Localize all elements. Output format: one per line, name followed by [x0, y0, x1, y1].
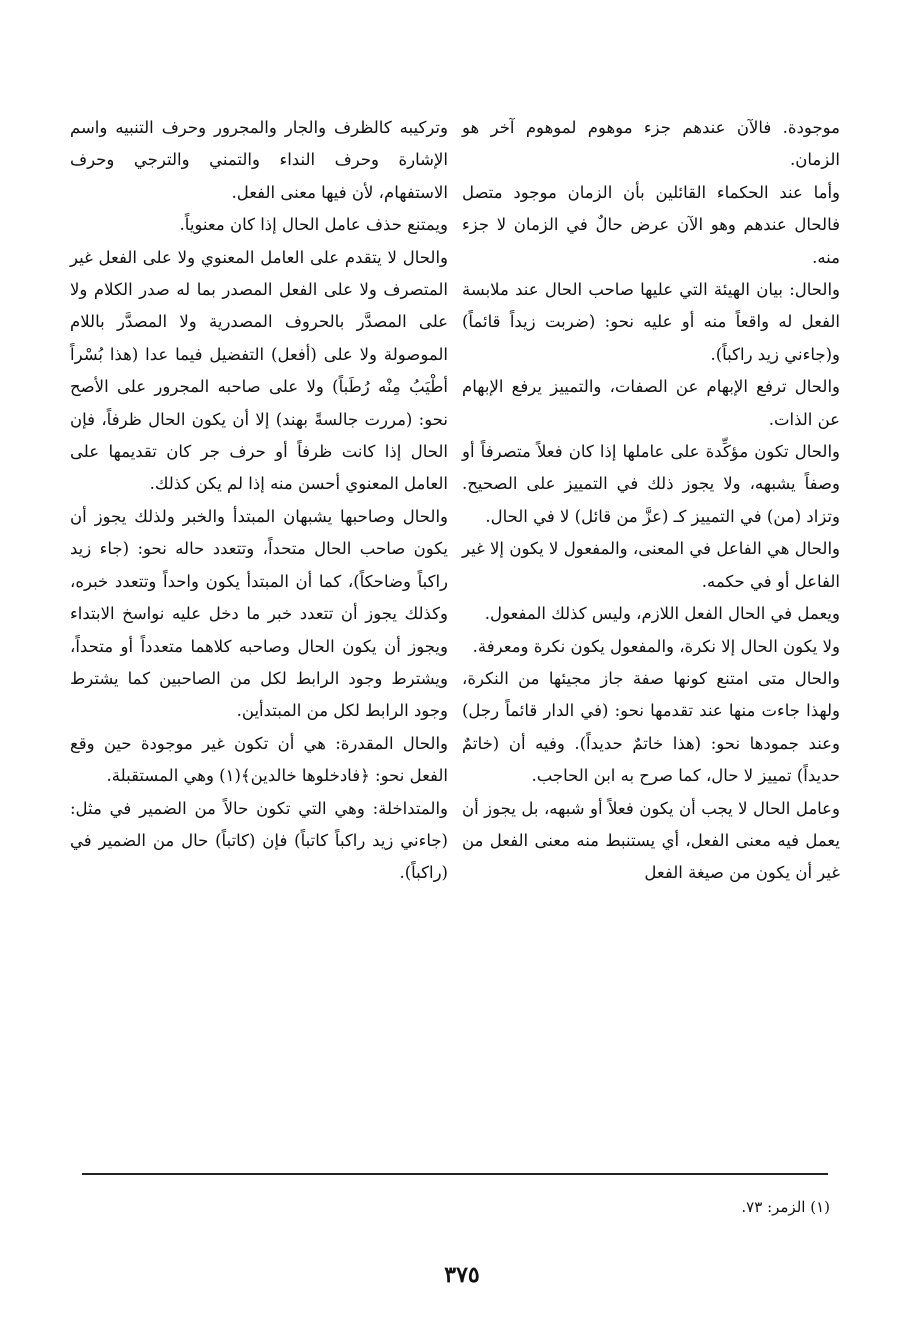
paragraph: والحال المقدرة: هي أن تكون غير موجودة حين وقع الفعل نحو: ﴿فادخلوها خالدين﴾(١) وهي المستقبلة. — [70, 733, 448, 786]
footnote-divider — [82, 1173, 828, 1175]
paragraph: والحال ترفع الإبهام عن الصفات، والتمييز يرفع الإبهام عن الذات. — [462, 377, 840, 429]
paragraph: وتركيبه كالظرف والجار والمجرور وحرف التنبيه واسم الإشارة وحرف النداء والتمني والترجي وحرف الاستفهام، لأن فيها معنى الفعل. — [70, 118, 448, 202]
paragraph: موجودة. فالآن عندهم جزء موهوم لموهوم آخر هو الزمان. — [462, 118, 841, 170]
paragraph: ويمتنع حذف عامل الحال إذا كان معنوياً. — [179, 215, 448, 235]
paragraph: والحال: بيان الهيئة التي عليها صاحب الحال عند ملابسة الفعل له واقعاً منه أو عليه نحو: (ضربت زيداً قائماً) و(جاءني زيد راكباً). — [462, 280, 840, 364]
paragraph: والحال لا يتقدم على العامل المعنوي ولا على الفعل غير المتصرف ولا على الفعل المصدر بما له صدر الكلام ولا على المصدَّر بالحروف المصدرية ولا المصدَّر باللام الموصولة ولا على (أفعل) التفضيل فيما عدا (هذا بُسْراً أطْيَبُ مِنْه رُطَباً) ولا على صاحبه المجرور على الأصح نحو: (مررت جالسةً بهند) إلا أن يكون الحال ظرفاً، فإن الحال إذا كانت ظرفاً أو حرف جر كان تقديمها على العامل المعنوي أحسن منه إذا لم يكن كذلك. — [70, 247, 448, 494]
right-column — [462, 112, 840, 890]
paragraph: والحال متى امتنع كونها صفة جاز مجيئها من النكرة، ولهذا جاءت منها عند تقدمها نحو: (في الدار قائماً رجل) وعند جمودها نحو: (هذا خاتمٌ حديداً). وفيه أن (خاتمٌ حديداً) تمييز لا حال، كما صرح به ابن الحاجب. — [462, 668, 840, 786]
page-number: ٣٧٥ — [444, 1262, 480, 1288]
paragraph: ويعمل في الحال الفعل اللازم، وليس كذلك المفعول. — [484, 604, 840, 624]
footnote: (١) الزمر: ٧٣. — [741, 1198, 830, 1216]
paragraph: والحال تكون مؤكِّدة على عاملها إذا كان فعلاً متصرفاً أو وصفاً يشبهه، ولا يجوز ذلك في التمييز على الصحيح. وتزاد (من) في التمييز كـ (عزَّ من قائل) لا في الحال. — [462, 442, 840, 526]
left-column — [70, 112, 448, 890]
paragraph: والحال وصاحبها يشبهان المبتدأ والخبر ولذلك يجوز أن يكون صاحب الحال متحداً، وتتعدد حاله نحو: (جاء زيد راكباً وضاحكاً)، كما أن المبتدأ يكون واحداً وتتعدد خبره، وكذلك يجوز أن تتعدد خبر ما دخل عليه نواسخ الابتداء ويجوز أن يكون الحال وصاحبه كلاهما متعدداً أو متحداً، ويشترط وجود الرابط لكل من الصاحبين كما يشترط وجود الرابط لكل من المبتدأين. — [70, 506, 448, 721]
paragraph: والمتداخلة: وهي التي تكون حالاً من الضمير في مثل: (جاءني زيد راكباً كاتباً) فإن (كاتباً) حال من الضمير في (راكباً). — [70, 798, 448, 883]
paragraph: ولا يكون الحال إلا نكرة، والمفعول يكون نكرة ومعرفة. — [472, 636, 840, 656]
paragraph: وعامل الحال لا يجب أن يكون فعلاً أو شبهه، بل يجوز أن يعمل فيه معنى الفعل، أي يستنبط منه معنى الفعل من غير أن يكون من صيغة الفعل — [462, 798, 840, 883]
paragraph: والحال هي الفاعل في المعنى، والمفعول لا يكون إلا غير الفاعل أو في حكمه. — [462, 539, 840, 591]
paragraph: وأما عند الحكماء القائلين بأن الزمان موجود متصل فالحال عندهم وهو الآن عرض حالٌ في الزمان لا جزء منه. — [462, 182, 840, 267]
